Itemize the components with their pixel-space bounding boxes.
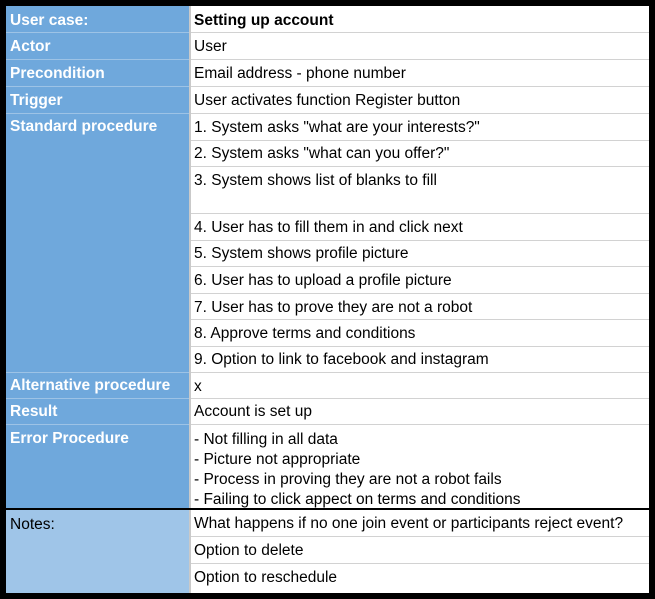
step-cell: [191, 114, 649, 141]
step-cell: [191, 267, 649, 294]
step-1: 1. System asks "what are your interests?": [194, 119, 480, 136]
standard-procedure-label: Standard procedure: [10, 118, 158, 135]
user-case-value: Setting up account: [194, 12, 334, 29]
label-separator: [6, 372, 189, 373]
step-6: 6. User has to upload a profile picture: [194, 272, 452, 289]
step-7: 7. User has to prove they are not a robot: [194, 299, 473, 316]
actor-value: User: [194, 38, 227, 55]
label-separator: [6, 86, 189, 87]
step-4: 4. User has to fill them in and click next: [194, 219, 463, 236]
alternative-procedure-value: x: [194, 378, 202, 395]
step-cell: [191, 320, 649, 347]
result-value: Account is set up: [194, 403, 313, 420]
actor-cell: [191, 33, 649, 60]
label-separator: [6, 113, 189, 114]
notes-line-3: Option to reschedule: [194, 569, 338, 586]
alternative-procedure-cell: [191, 373, 649, 399]
step-9: 9. Option to link to facebook and instagram: [194, 351, 489, 368]
use-case-table: [6, 6, 649, 593]
precondition-label: Precondition: [10, 65, 105, 82]
label-separator: [6, 424, 189, 425]
result-cell: [191, 399, 649, 425]
step-cell: [191, 141, 649, 167]
step-cell: [191, 241, 649, 267]
user-case-label: User case:: [10, 12, 89, 29]
step-cell: [191, 167, 649, 214]
result-label: Result: [10, 403, 58, 420]
error-procedure-list: [194, 430, 521, 510]
label-separator: [6, 32, 189, 33]
error-procedure-cell: [191, 425, 649, 508]
user-case-cell: [191, 6, 649, 33]
step-cell: [191, 347, 649, 373]
trigger-cell: [191, 87, 649, 114]
notes-line-1: What happens if no one join event or participants reject event?: [194, 515, 624, 532]
actor-label: Actor: [10, 38, 51, 55]
notes-cell: [191, 537, 649, 564]
notes-line-2: Option to delete: [194, 542, 304, 559]
step-3: 3. System shows list of blanks to fill: [194, 172, 437, 189]
error-line: - Not filling in all data: [194, 431, 338, 448]
trigger-value: User activates function Register button: [194, 92, 461, 109]
step-2: 2. System asks "what can you offer?": [194, 145, 450, 162]
trigger-label: Trigger: [10, 92, 63, 109]
step-cell: [191, 214, 649, 241]
error-procedure-label: Error Procedure: [10, 430, 129, 447]
step-cell: [191, 294, 649, 320]
step-8: 8. Approve terms and conditions: [194, 325, 416, 342]
notes-cell: [191, 564, 649, 593]
error-line: - Picture not appropriate: [194, 451, 361, 468]
error-line: - Failing to click appect on terms and conditions: [194, 491, 521, 508]
precondition-cell: [191, 60, 649, 87]
notes-label: Notes:: [10, 516, 55, 533]
label-column: [6, 6, 189, 593]
precondition-value: Email address - phone number: [194, 65, 406, 82]
step-5: 5. System shows profile picture: [194, 245, 409, 262]
notes-cell: [191, 510, 649, 537]
error-line: - Process in proving they are not a robot fails: [194, 471, 502, 488]
alternative-procedure-label: Alternative procedure: [10, 377, 171, 394]
label-separator: [6, 59, 189, 60]
label-separator: [6, 398, 189, 399]
